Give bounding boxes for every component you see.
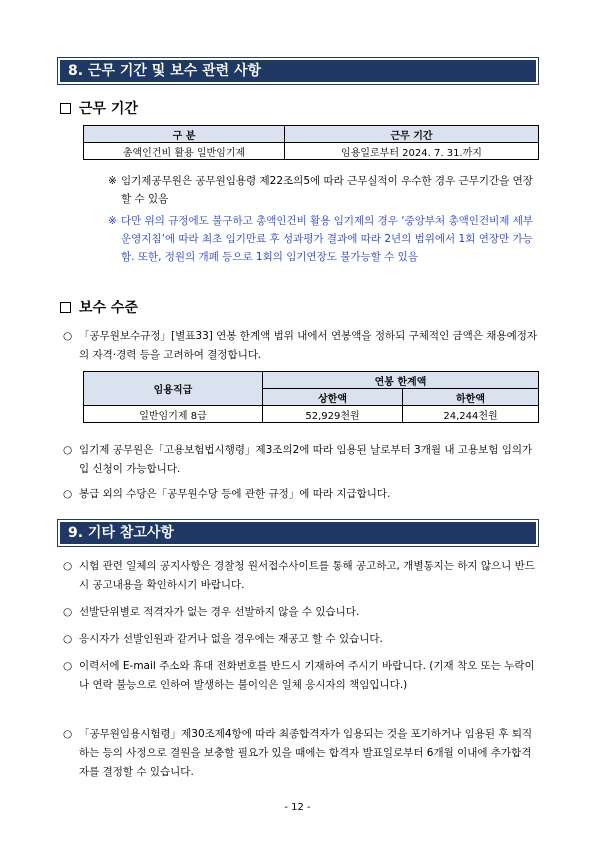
list-item-text: 이력서에 E-mail 주소와 휴대 전화번호를 반드시 기재하여 주시기 바랍니다. (기재 착오 또는 누락이나 연락 불능으로 인하여 발생하는 불이익은 일체 응시자의 책임입니다.) (79, 660, 535, 691)
section-8-banner (57, 57, 539, 85)
table-header-cell: 상한액 (263, 389, 403, 406)
circle-bullet-icon: ○ (63, 660, 73, 672)
salary-allowance (63, 485, 541, 504)
table-header-cell: 연봉 한계액 (263, 372, 539, 389)
table-header-row (84, 126, 539, 143)
table-cell: 24,244천원 (403, 406, 539, 423)
salary-insurance (63, 441, 541, 479)
circle-bullet-icon: ○ (63, 330, 73, 342)
salary-table (83, 371, 539, 423)
table-row (84, 143, 539, 160)
note-exception (108, 212, 540, 266)
circle-bullet-icon: ○ (63, 560, 73, 572)
list-item (63, 630, 541, 649)
table-cell: 임용일로부터 2024. 7. 31.까지 (285, 143, 539, 160)
circle-bullet-icon: ○ (63, 444, 73, 456)
salary-allowance-text: 봉급 외의 수당은「공무원수당 등에 관한 규정」에 따라 지급합니다. (79, 488, 391, 500)
salary-heading (60, 297, 138, 317)
salary-heading-text: 보수 수준 (79, 300, 138, 316)
table-header-cell: 임용직급 (84, 372, 263, 406)
work-period-heading (60, 98, 138, 118)
square-icon (60, 302, 71, 313)
section-9-title: 9. 기타 참고사항 (60, 522, 536, 544)
list-item (63, 557, 541, 595)
page-number: - 12 - (284, 802, 311, 813)
list-item (63, 603, 541, 622)
table-row (84, 406, 539, 423)
circle-bullet-icon: ○ (63, 488, 73, 500)
note-mark: ※ (108, 215, 117, 227)
circle-bullet-icon: ○ (63, 606, 73, 618)
note-text: 다만 위의 규정에도 불구하고 총액인건비 활용 임기제의 경우 ‘중앙부처 총액인건비제 세부 운영지침’에 따라 최초 임기만료 후 성과평가 결과에 따라 2년의 범위에서 1회 연장만 가능함. 또한, 정원의 개폐 등으로 1회의 임기연장도 불가능할 수 있음 (121, 215, 534, 263)
salary-intro-text: 「공무원보수규정」[별표33] 연봉 한계액 범위 내에서 연봉액을 정하되 구체적인 금액은 채용예정자의 자격·경력 등을 고려하여 결정합니다. (79, 330, 538, 361)
table-cell: 일반임기제 8급 (84, 406, 263, 423)
list-item-text: 시험 관련 일체의 공지사항은 경찰청 원서접수사이트를 통해 공고하고, 개별통지는 하지 않으니 반드시 공고내용을 확인하시기 바랍니다. (79, 560, 535, 591)
circle-bullet-icon: ○ (63, 633, 73, 645)
salary-intro (63, 327, 541, 365)
list-item-text: 응시자가 선발인원과 같거나 없을 경우에는 재공고 할 수 있습니다. (79, 633, 383, 645)
table-header-cell: 하한액 (403, 389, 539, 406)
square-icon (60, 103, 71, 114)
work-period-heading-text: 근무 기간 (79, 101, 138, 117)
note-mark: ※ (108, 175, 117, 187)
salary-insurance-text: 임기제 공무원은「고용보험법시행령」제3조의2에 따라 임용된 날로부터 3개월 내 고용보험 임의가입 신청이 가능합니다. (79, 444, 533, 475)
note-extension (108, 172, 540, 208)
section-9-banner (57, 519, 539, 547)
list-item-text: 선발단위별로 적격자가 없는 경우 선발하지 않을 수 있습니다. (79, 606, 360, 618)
table-cell: 총액인건비 활용 일반임기제 (84, 143, 285, 160)
table-header-row (84, 372, 539, 389)
list-item-text: 「공무원임용시험령」제30조제4항에 따라 최종합격자가 임용되는 것을 포기하거나 임용된 후 퇴직하는 등의 사정으로 결원을 보충할 필요가 있을 때에는 합격자 발표일로부터 6개월 이내에 추가합격자를 결정할 수 있습니다. (79, 728, 533, 778)
section-8-title: 8. 근무 기간 및 보수 관련 사항 (60, 60, 536, 82)
work-period-table (83, 125, 539, 160)
note-text: 임기제공무원은 공무원임용령 제22조의5에 따라 근무실적이 우수한 경우 근무기간을 연장할 수 있음 (121, 175, 533, 205)
table-header-cell: 근무 기간 (285, 126, 539, 143)
list-item (63, 725, 541, 782)
list-item (63, 657, 541, 695)
circle-bullet-icon: ○ (63, 728, 73, 740)
table-cell: 52,929천원 (263, 406, 403, 423)
table-header-cell: 구 분 (84, 126, 285, 143)
